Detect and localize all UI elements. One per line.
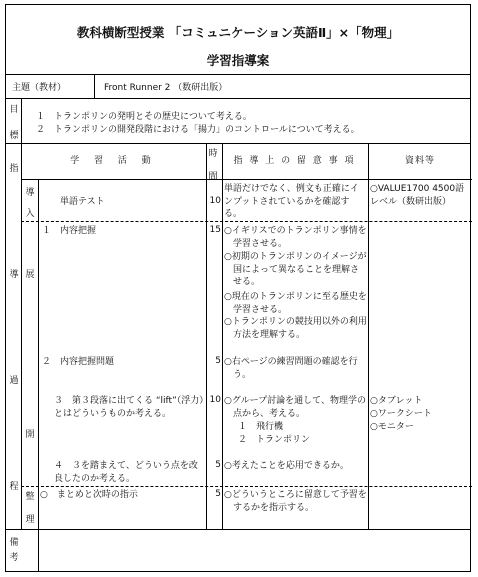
header-time-bottom: 間 [208, 172, 218, 182]
objective-1: １ トランポリンの発明とその歴史について考える。 [36, 112, 252, 122]
objective-2: ２ トランポリンの開発段階における「揚力」のコントロールについて考える。 [36, 125, 360, 135]
divider [38, 179, 39, 529]
phase-dev-top: 展 [25, 270, 35, 280]
divider [38, 529, 39, 572]
objectives-label-top: 目 [9, 105, 19, 115]
divider [6, 98, 470, 99]
divider [21, 98, 22, 143]
header-materials: 資料等 [404, 156, 435, 166]
divider [94, 74, 95, 98]
side-label-shi: 指 [9, 164, 19, 174]
dev3-sub-1: １ 飛行機 [238, 422, 284, 432]
document-title: 教科横断型授業 「コミュニケーション英語Ⅱ」×「物理」 [76, 25, 400, 40]
theme-value: Front Runner 2 （数研出版） [104, 83, 228, 93]
divider [21, 486, 472, 487]
intro-time: 10 [209, 196, 221, 206]
side-label-dou: 導 [9, 270, 19, 280]
dev1-note-1: ○イギリスでのトランポリン事情を学習させる。 [224, 226, 367, 249]
phase-dev-bottom: 開 [25, 430, 35, 440]
dev1-note-3: ○現在のトランポリンに至る歴史を学習させる。 [224, 292, 367, 315]
dev4-time: 5 [215, 460, 221, 470]
theme-label: 主題（教材） [12, 83, 67, 93]
divider [6, 74, 470, 75]
dev1-note-2: ○初期のトランポリンのイメージが国によって異なることを理解させる。 [224, 252, 367, 287]
wrapup-activity: ○ まとめと次時の指示 [40, 490, 138, 500]
dev4-notes: ○考えたことを応用できるか。 [224, 461, 349, 471]
dev1-time: 15 [209, 225, 221, 235]
remarks-label-bottom: 考 [9, 553, 19, 563]
intro-activity: 単語テスト [60, 197, 105, 207]
divider [6, 529, 470, 530]
lesson-plan-sheet [5, 4, 471, 572]
dev1-activity: １ 内容把握 [42, 226, 97, 236]
side-label-ka: 過 [9, 376, 19, 386]
header-time-top: 時 [208, 149, 218, 159]
phase-intro-bottom: 入 [25, 209, 35, 219]
phase-wrap-top: 整 [25, 492, 35, 502]
dev1-note-4: ○トランポリンの競技用以外の利用方法を理解する。 [224, 317, 367, 340]
wrapup-time: 5 [215, 489, 221, 499]
dev2-activity: ２ 内容把握問題 [42, 357, 115, 367]
intro-notes: 単語だけでなく、例文も正確にインプットされているかを確認する。 [224, 184, 359, 219]
header-activity: 学 習 活 動 [70, 156, 157, 166]
phase-wrap-bottom: 理 [25, 515, 35, 525]
dev3-activity: ３ 第３段落に出てくる “lift”（浮力）とはどういうものか考える。 [54, 396, 204, 419]
dev3-material-1: ○タブレット [370, 396, 423, 406]
divider [21, 143, 22, 529]
objectives-label-bottom: 標 [9, 131, 19, 141]
divider [222, 143, 223, 529]
dev3-material-3: ○モニター [370, 422, 414, 432]
remarks-label-top: 備 [9, 538, 19, 548]
dev3-notes: ○グループ討論を通して、物理学の点から、考える。 [224, 396, 366, 419]
divider [21, 221, 472, 222]
dev2-time: 5 [215, 356, 221, 366]
dev3-time: 10 [209, 395, 221, 405]
dev3-material-2: ○ワークシート [370, 409, 432, 419]
phase-intro-top: 導 [25, 188, 35, 198]
wrapup-notes: ○どういうところに留意して予習をするかを指示する。 [224, 490, 367, 513]
divider [21, 179, 472, 180]
divider [6, 143, 470, 144]
dev3-sub-2: ２ トランポリン [238, 435, 311, 445]
dev4-activity: ４ ３を踏まえて、どういう点を改良したのか考える。 [54, 461, 198, 484]
document-subtitle: 学習指導案 [206, 53, 270, 68]
side-label-tei: 程 [9, 482, 19, 492]
divider [368, 143, 369, 529]
intro-materials: ○VALUE1700 4500語レベル（数研出版） [370, 184, 465, 207]
dev2-notes: ○右ページの練習問題の確認を行う。 [224, 357, 358, 380]
header-notes: 指 導 上 の 留 意 事 項 [233, 156, 356, 166]
